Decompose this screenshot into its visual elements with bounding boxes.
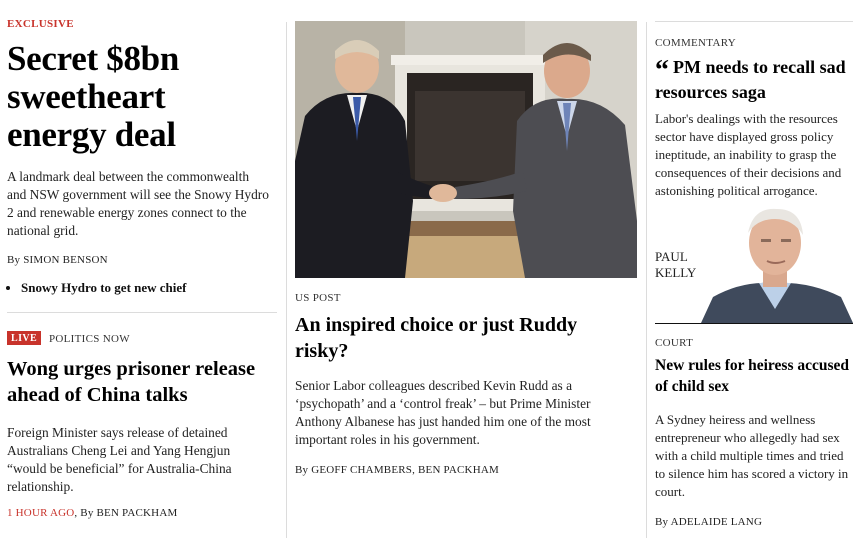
us-author-link[interactable]: GEOFF CHAMBERS, BEN PACKHAM [311, 464, 499, 476]
story-photo[interactable] [295, 21, 637, 278]
court-headline[interactable]: New rules for heiress accused of child sex [655, 357, 850, 395]
us-headline[interactable]: An inspired choice or just Ruddy risky? [295, 314, 578, 362]
quote-icon: “ [655, 55, 669, 86]
right-column [655, 0, 853, 538]
us-byline [295, 464, 499, 476]
commentary-headline-text: PM needs to recall sad resources saga [655, 57, 846, 102]
commentary-kicker[interactable]: COMMENTARY [655, 37, 736, 49]
columnist-photo [701, 205, 853, 323]
live-meta [7, 507, 177, 519]
court-byline [655, 516, 762, 528]
byline-prefix: By [295, 464, 309, 476]
center-column [295, 0, 637, 538]
left-column [7, 0, 277, 538]
exclusive-author-link[interactable]: SIMON BENSON [23, 254, 108, 266]
section-divider [7, 312, 277, 313]
live-lede[interactable]: Foreign Minister says release of detained Australians Cheng Lei and Yang Hengjun “would be beneficial” for Australia-China relationship. [7, 425, 232, 494]
commentary-headline[interactable] [655, 55, 853, 104]
related-link-snowy-hydro[interactable]: • Snowy Hydro to get new chief [21, 280, 187, 296]
exclusive-headline[interactable]: Secret $8bn sweetheart energy deal [7, 39, 180, 154]
byline-prefix: By [7, 254, 21, 266]
section-divider [655, 21, 853, 22]
us-post-kicker[interactable]: US POST [295, 292, 341, 304]
live-badge: LIVE [7, 331, 41, 345]
court-kicker[interactable]: COURT [655, 337, 694, 349]
live-author-link[interactable]: BEN PACKHAM [96, 507, 178, 519]
politics-now-kicker[interactable]: POLITICS NOW [49, 333, 130, 345]
court-lede[interactable]: A Sydney heiress and wellness entrepreneur who allegedly had sex with a child multiple times and tried to silence him has scored a victory in court. [655, 412, 849, 499]
live-timestamp: 1 HOUR AGO [7, 507, 75, 519]
exclusive-kicker[interactable]: EXCLUSIVE [7, 18, 74, 30]
exclusive-byline [7, 254, 108, 266]
handshake-photo [295, 21, 637, 278]
commentary-lede[interactable]: Labor's dealings with the resources sector have displayed gross policy ineptitude, an inability to grasp the consequences of their decisions and astonishing political arrogance. [655, 111, 842, 198]
column-divider-1 [286, 22, 287, 538]
columnist-first-name: PAUL [655, 249, 688, 264]
columnist-portrait-icon [701, 205, 853, 323]
related-links [7, 280, 187, 296]
section-divider [655, 323, 853, 324]
byline-prefix: , By [74, 507, 94, 519]
columnist-last-name: KELLY [655, 265, 697, 280]
exclusive-lede[interactable]: A landmark deal between the commonwealth and NSW government will see the Snowy Hydro 2 and renewable energy zones connect to the national grid. [7, 169, 269, 238]
live-headline[interactable]: Wong urges prisoner release ahead of China talks [7, 358, 256, 406]
court-author-link[interactable]: ADELAIDE LANG [670, 516, 763, 528]
us-lede[interactable]: Senior Labor colleagues described Kevin Rudd as a ‘psychopath’ and a ‘control freak’ – but Prime Minister Anthony Albanese has just handed him one of the most important roles in his government. [295, 378, 591, 447]
column-divider-2 [646, 22, 647, 538]
byline-prefix: By [655, 516, 669, 528]
